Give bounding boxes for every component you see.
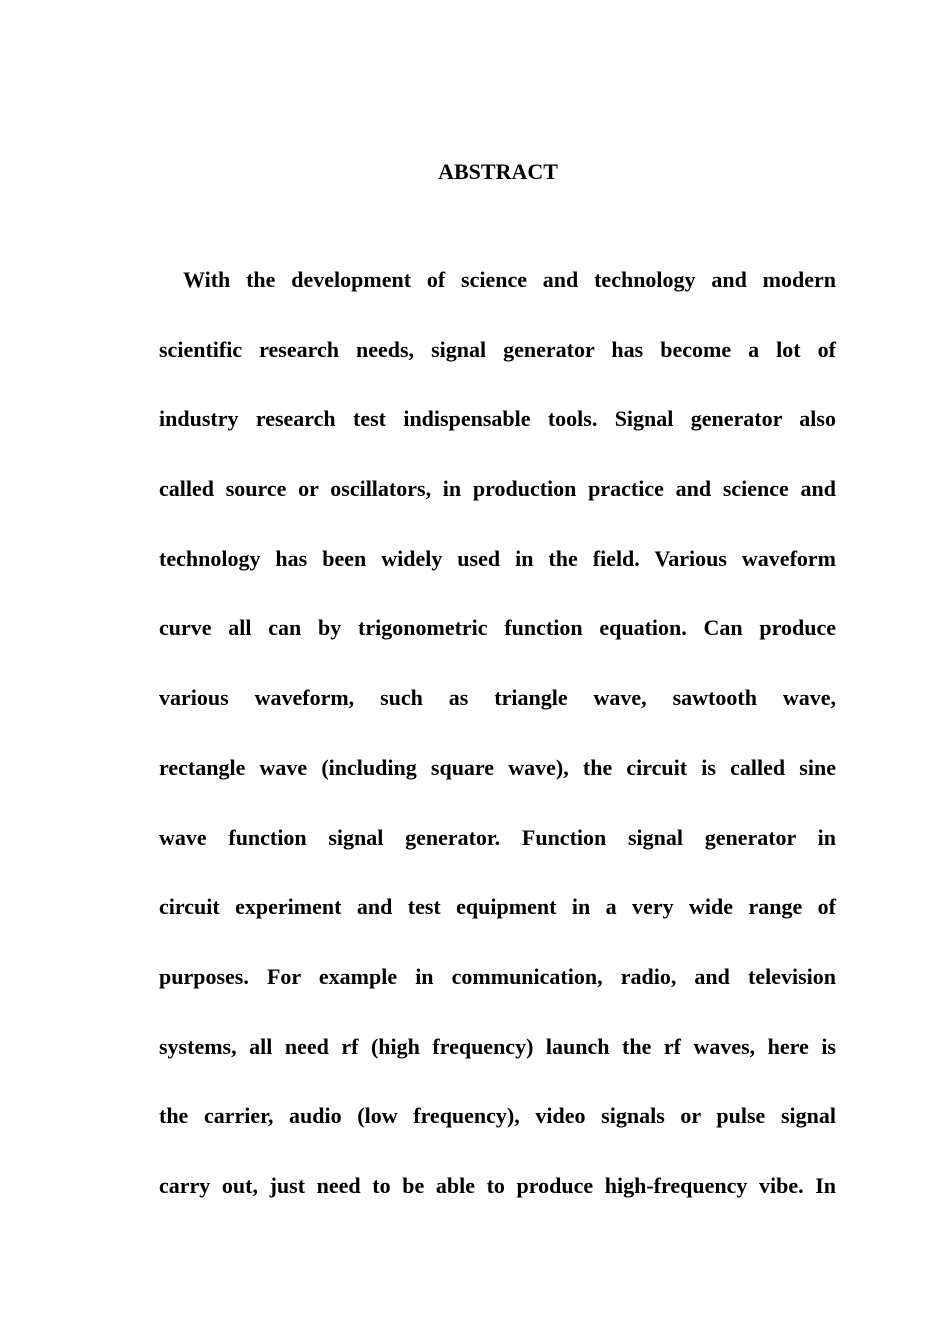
abstract-line: called source or oscillators, in production practice and science and bbox=[159, 476, 836, 502]
abstract-line: technology has been widely used in the field. Various waveform bbox=[159, 545, 836, 571]
abstract-line: systems, all need rf (high frequency) launch the rf waves, here is bbox=[159, 1033, 836, 1059]
abstract-line: circuit experiment and test equipment in a very wide range of bbox=[159, 894, 836, 920]
abstract-line: rectangle wave (including square wave), the circuit is called sine bbox=[159, 754, 836, 780]
abstract-line: curve all can by trigonometric function equation. Can produce bbox=[159, 615, 836, 641]
abstract-line: the carrier, audio (low frequency), video signals or pulse signal bbox=[159, 1103, 836, 1129]
abstract-line: With the development of science and technology and modern bbox=[183, 267, 836, 292]
abstract-line: various waveform, such as triangle wave, sawtooth wave, bbox=[159, 685, 836, 711]
abstract-line: industry research test indispensable tools. Signal generator also bbox=[159, 406, 836, 432]
abstract-body bbox=[159, 245, 836, 1221]
abstract-line: purposes. For example in communication, radio, and television bbox=[159, 963, 836, 989]
abstract-line: carry out, just need to be able to produce high-frequency vibe. In bbox=[159, 1172, 836, 1198]
abstract-line: wave function signal generator. Function signal generator in bbox=[159, 824, 836, 850]
abstract-heading: ABSTRACT bbox=[438, 159, 558, 184]
abstract-line: scientific research needs, signal generator has become a lot of bbox=[159, 336, 836, 362]
